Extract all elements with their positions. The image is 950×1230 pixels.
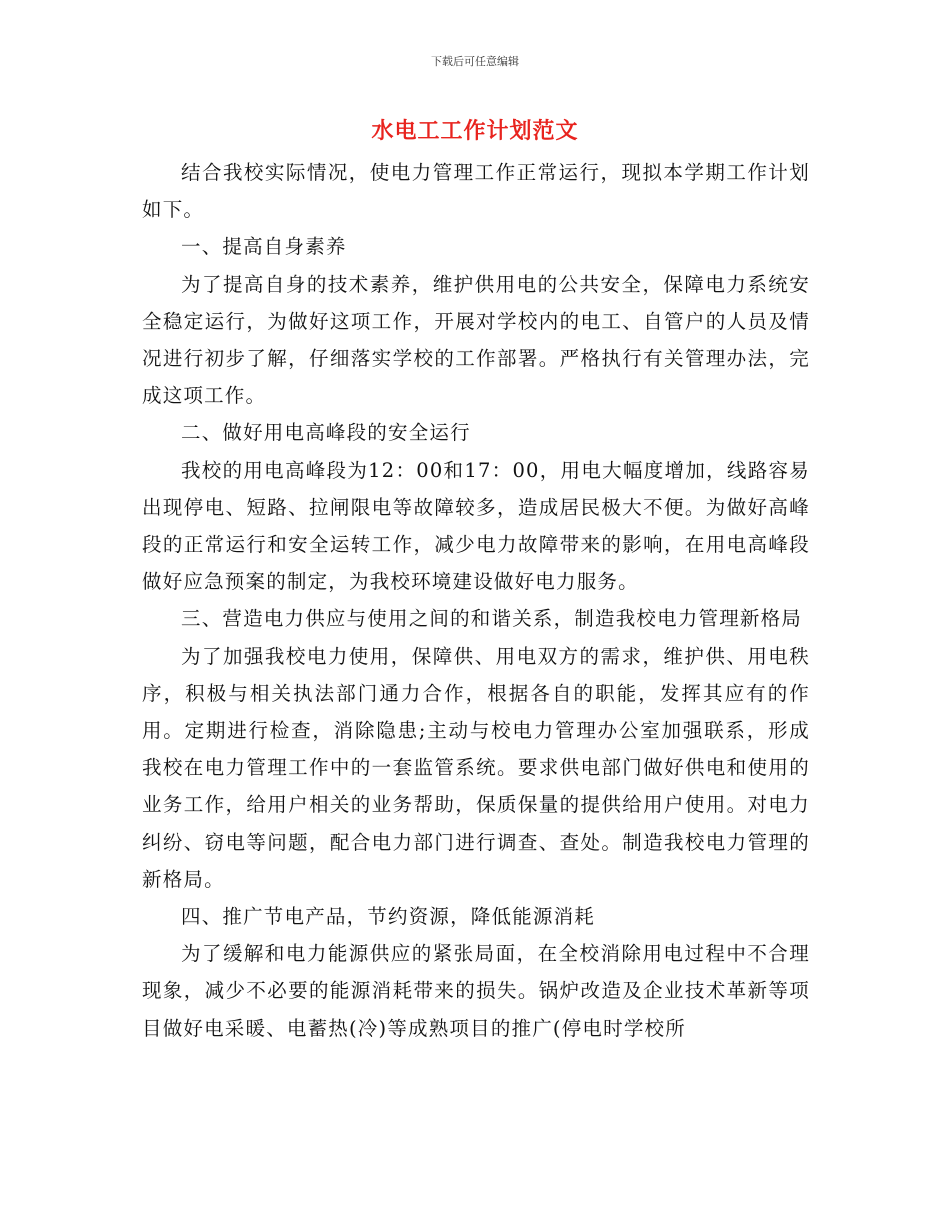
document-title: 水电工工作计划范文	[371, 119, 579, 144]
paragraph-section-1: 为了提高自身的技术素养，维护供用电的公共安全，保障电力系统安全稳定运行，为做好这项工作，开展对学校内的电工、自管户的人员及情况进行初步了解，仔细落实学校的工作部署。严格执行有关管理办法，完成这项工作。	[142, 272, 810, 408]
paragraph-intro: 结合我校实际情况，使电力管理工作正常运行，现拟本学期工作计划如下。	[142, 161, 810, 222]
section-heading-2: 二、做好用电高峰段的安全运行	[181, 421, 471, 445]
section-heading-3: 三、营造电力供应与使用之间的和谐关系，制造我校电力管理新格局	[181, 607, 803, 631]
section-heading-1: 一、提高自身素养	[181, 235, 347, 259]
section-heading-4: 四、推广节电产品，节约资源，降低能源消耗	[181, 905, 596, 929]
paragraph-section-2: 我校的用电高峰段为12：00和17：00，用电大幅度增加，线路容易出现停电、短路、拉闸限电等故障较多，造成居民极大不便。为做好高峰段的正常运行和安全运转工作，减少电力故障带来的影响，在用电高峰段做好应急预案的制定，为我校环境建设做好电力服务。	[142, 458, 810, 594]
paragraph-section-3: 为了加强我校电力使用，保障供、用电双方的需求，维护供、用电秩序，积极与相关执法部门通力合作，根据各自的职能，发挥其应有的作用。定期进行检查，消除隐患;主动与校电力管理办公室加强联系，形成我校在电力管理工作中的一套监管系统。要求供电部门做好供电和使用的业务工作，给用户相关的业务帮助，保质保量的提供给用户使用。对电力纠纷、窃电等问题，配合电力部门进行调查、查处。制造我校电力管理的新格局。	[142, 644, 810, 891]
document-body	[142, 154, 810, 1047]
paragraph-section-4: 为了缓解和电力能源供应的紧张局面，在全校消除用电过程中不合理现象，减少不必要的能源消耗带来的损失。锅炉改造及企业技术革新等项目做好电采暖、电蓄热(冷)等成熟项目的推广(停电时学校所	[142, 942, 810, 1040]
header-note: 下载后可任意编辑	[431, 55, 519, 68]
